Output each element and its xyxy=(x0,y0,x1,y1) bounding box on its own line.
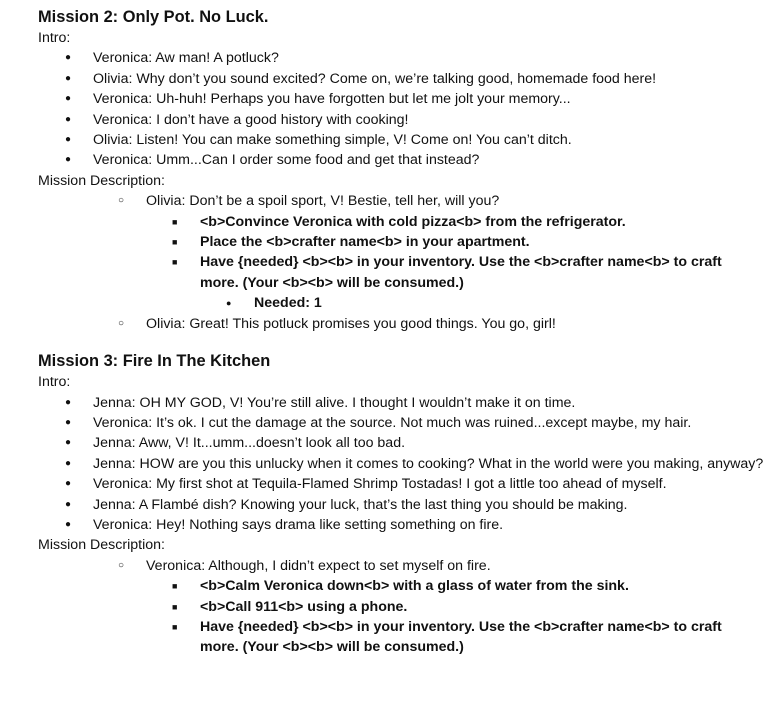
intro-line: ● Veronica: My first shot at Tequila-Flamed Shrimp Tostadas! I got a little too ahead of myself. xyxy=(38,474,765,494)
mission-2-description-label: Mission Description: xyxy=(38,172,165,189)
intro-line: ● Veronica: Umm...Can I order some food and get that instead? xyxy=(38,150,765,170)
intro-line: ● Veronica: It’s ok. I cut the damage at the source. Not much was ruined...except maybe, my hair. xyxy=(38,413,765,433)
mission-3-title: Mission 3: Fire In The Kitchen xyxy=(38,352,271,371)
mission-2-description-list xyxy=(38,191,765,211)
task-item: ■ <b>Convince Veronica with cold pizza<b> from the refrigerator. xyxy=(38,212,765,232)
mission-2-intro-label: Intro: xyxy=(38,30,71,46)
intro-line: ● Olivia: Why don’t you sound excited? Come on, we’re talking good, homemade food here! xyxy=(38,69,765,89)
mission-2-description-list-end xyxy=(38,314,765,334)
task-item: ■ Have {needed} <b><b> in your inventory. Use the <b>crafter name<b> to craft more. (Your <b><b> will be consumed.) xyxy=(38,252,765,293)
task-item: ■ Place the <b>crafter name<b> in your apartment. xyxy=(38,232,765,252)
mission-3-intro-list xyxy=(38,393,765,536)
intro-line: ● Veronica: Aw man! A potluck? xyxy=(38,48,765,68)
mission-2-intro-list xyxy=(38,48,765,170)
mission-2-task-list xyxy=(38,212,765,294)
mission-2-needed-list xyxy=(38,293,765,313)
mission-2-title: Mission 2: Only Pot. No Luck. xyxy=(38,8,269,26)
task-item: ■ <b>Calm Veronica down<b> with a glass of water from the sink. xyxy=(38,576,765,596)
intro-line: ● Jenna: Aww, V! It...umm...doesn’t look all too bad. xyxy=(38,433,765,453)
task-item: ■ <b>Call 911<b> using a phone. xyxy=(38,597,765,617)
mission-3-description-list xyxy=(38,556,765,576)
mission-3-task-list xyxy=(38,576,765,658)
intro-line: ● Veronica: I don’t have a good history with cooking! xyxy=(38,110,765,130)
intro-line: ● Jenna: HOW are you this unlucky when it comes to cooking? What in the world were you making, anyway? xyxy=(38,454,765,474)
intro-line: ● Olivia: Listen! You can make something simple, V! Come on! You can’t ditch. xyxy=(38,130,765,150)
task-item: ■ Have {needed} <b><b> in your inventory. Use the <b>crafter name<b> to craft more. (Your <b><b> will be consumed.) xyxy=(38,617,765,658)
mission-3-intro-label: Intro: xyxy=(38,374,71,391)
description-line: ○ Veronica: Although, I didn’t expect to set myself on fire. xyxy=(38,556,765,576)
intro-line: ● Veronica: Uh-huh! Perhaps you have forgotten but let me jolt your memory... xyxy=(38,89,765,109)
intro-line: ● Jenna: OH MY GOD, V! You’re still alive. I thought I wouldn’t make it on time. xyxy=(38,393,765,413)
description-line: ○ Olivia: Great! This potluck promises you good things. You go, girl! xyxy=(38,314,765,334)
needed-item: ● Needed: 1 xyxy=(38,293,765,313)
intro-line: ● Veronica: Hey! Nothing says drama like setting something on fire. xyxy=(38,515,765,535)
intro-line: ● Jenna: A Flambé dish? Knowing your luck, that’s the last thing you should be making. xyxy=(38,495,765,515)
mission-3-description-label: Mission Description: xyxy=(38,537,165,554)
description-line: ○ Olivia: Don’t be a spoil sport, V! Bestie, tell her, will you? xyxy=(38,191,765,211)
